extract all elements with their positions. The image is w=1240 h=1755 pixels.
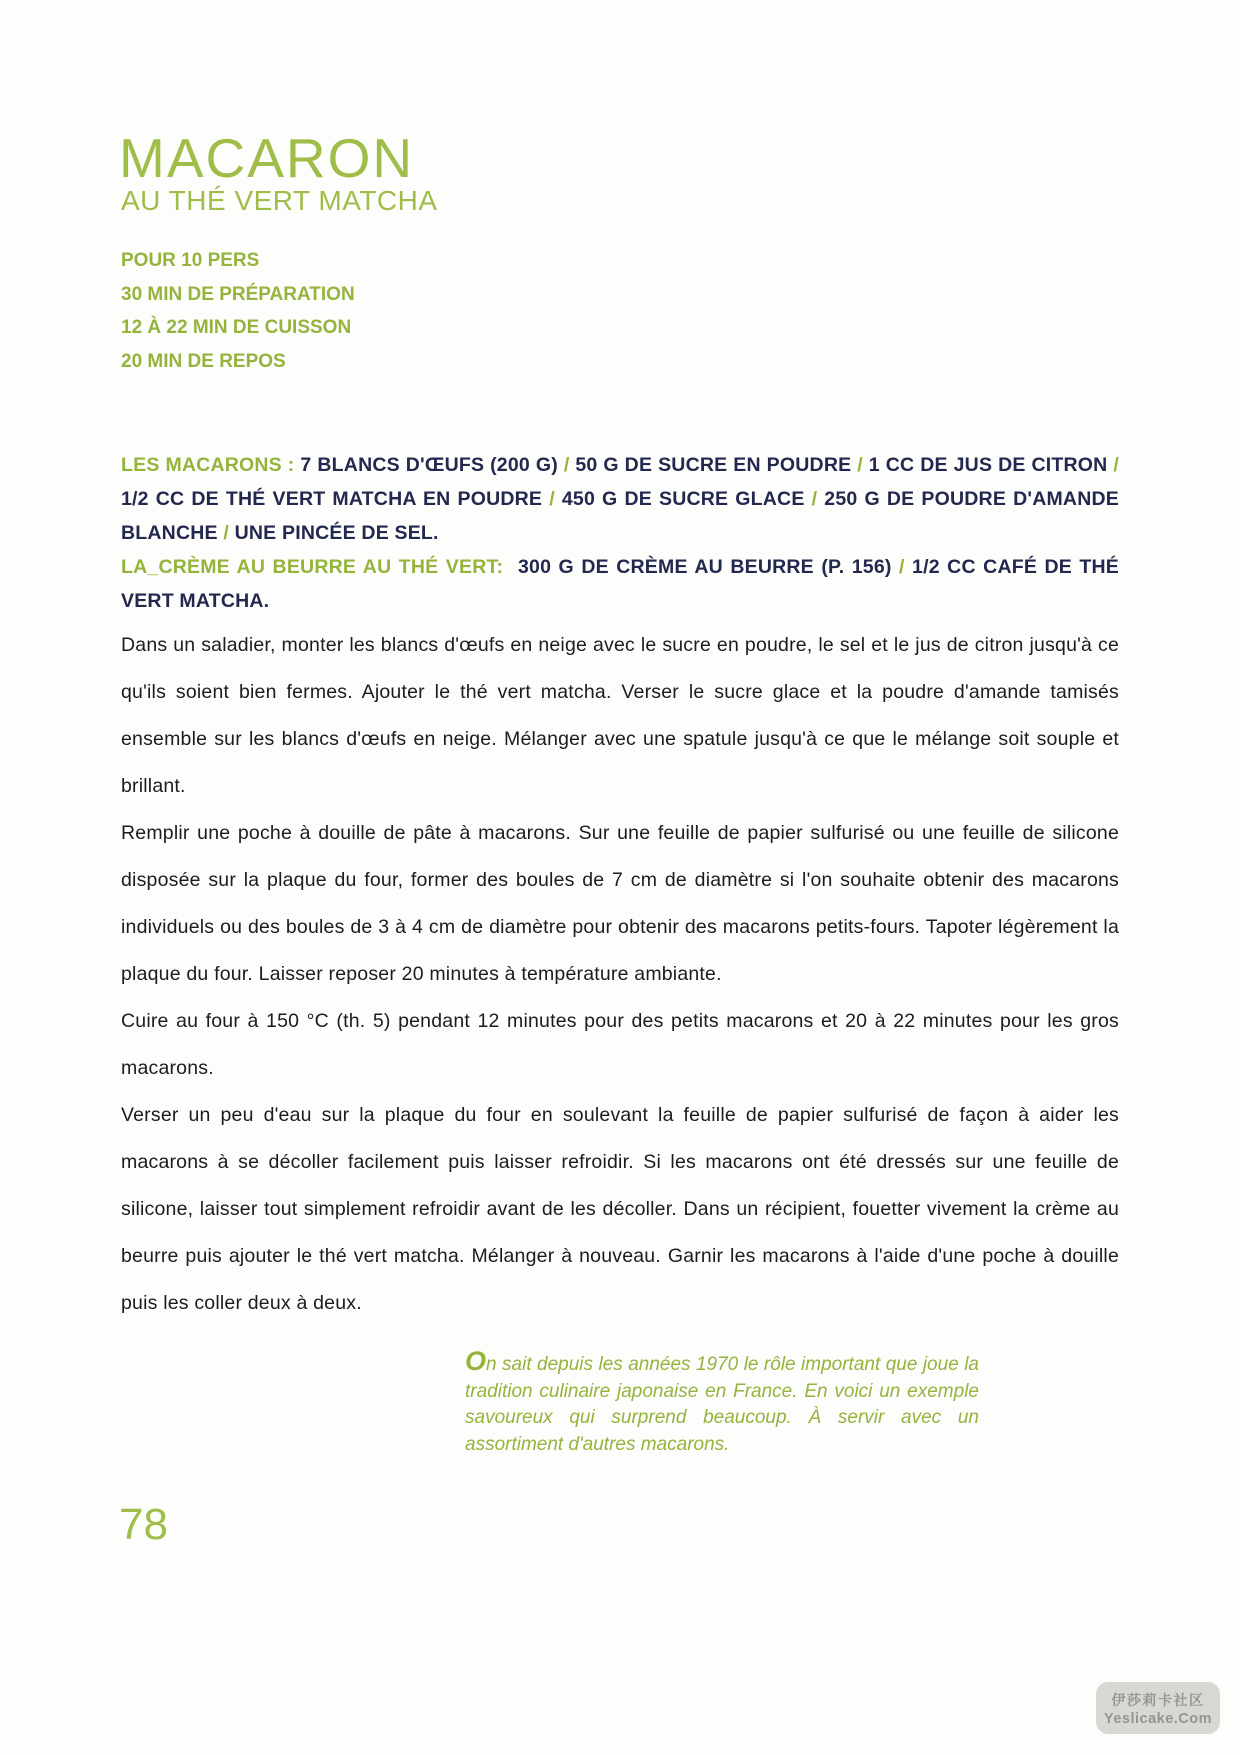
instruction-paragraph: Verser un peu d'eau sur la plaque du four en soulevant la feuille de papier sulfurisé de façon à aider les macarons à se décoller facilement puis laisser refroidir. Si les macarons ont été dressés sur une feuille de silicone, laisser tout simplement refroidir avant de les décoller. Dans un récipient, fouetter vivement la crème au beurre puis ajouter le thé vert matcha. Mélanger à nouveau. Garnir les macarons à l'aide d'une poche à douille puis les coller deux à deux. xyxy=(121,1104,1119,1314)
editor-note-dropcap: O xyxy=(465,1346,487,1376)
watermark-text-en: Yeslicake.Com xyxy=(1103,1710,1213,1727)
recipe-title: MACARON xyxy=(119,127,415,189)
watermark-badge xyxy=(1096,1682,1220,1734)
recipe-subtitle: AU THÉ VERT MATCHA xyxy=(121,185,438,216)
meta-cook-time: 12 À 22 MIN DE CUISSON xyxy=(121,317,352,338)
meta-rest-time: 20 MIN DE REPOS xyxy=(121,350,286,372)
ingredients-block xyxy=(121,448,1119,618)
meta-servings: POUR 10 PERS xyxy=(121,250,260,271)
editor-note xyxy=(465,1348,979,1458)
instruction-paragraph: Remplir une poche à douille de pâte à macarons. Sur une feuille de papier sulfurisé ou une feuille de silicone disposée sur la plaque du four, former des boules de 7 cm de diamètre si l'on souhaite obtenir des macarons individuels ou des boules de 3 à 4 cm de diamètre pour obtenir des macarons petits-fours. Tapoter légèrement la plaque du four. Laisser reposer 20 minutes à température ambiante. xyxy=(121,822,1119,985)
instructions-block xyxy=(121,622,1119,1327)
instruction-paragraph: Dans un saladier, monter les blancs d'œufs en neige avec le sucre en poudre, le sel et le jus de citron jusqu'à ce qu'ils soient bien fermes. Ajouter le thé vert matcha. Verser le sucre glace et la poudre d'amande tamisés ensemble sur les blancs d'œufs en neige. Mélanger avec une spatule jusqu'à ce que le mélange soit souple et brillant. xyxy=(121,634,1119,797)
meta-prep-time: 30 MIN DE PRÉPARATION xyxy=(121,283,355,305)
watermark-text-cn: 伊莎莉卡社区 xyxy=(1111,1691,1205,1708)
ingredients-macarons: LES MACARONS : 7 BLANCS D'ŒUFS (200 G) / 50 G DE SUCRE EN POUDRE / 1 CC DE JUS DE CITRON / 1/2 CC DE THÉ VERT MATCHA EN POUDRE / 450 G DE SUCRE GLACE / 250 G DE POUDRE D'AMANDE BLANCHE / UNE PINCÉE DE SEL. xyxy=(121,454,1119,544)
instruction-paragraph: Cuire au four à 150 °C (th. 5) pendant 12 minutes pour des petits macarons et 20 à 22 minutes pour les gros macarons. xyxy=(121,1010,1119,1079)
recipe-meta xyxy=(121,244,355,378)
editor-note-text: n sait depuis les années 1970 le rôle important que joue la tradition culinaire japonaise en France. En voici un exemple savoureux qui surprend beaucoup. À servir avec un assortiment d'autres macarons. xyxy=(465,1354,979,1455)
page-number: 78 xyxy=(119,1500,168,1549)
ingredients-cream: LA_CRÈME AU BEURRE AU THÉ VERT: 300 G DE CRÈME AU BEURRE (P. 156) / 1/2 CC CAFÉ DE THÉ VERT MATCHA. xyxy=(121,556,1119,612)
